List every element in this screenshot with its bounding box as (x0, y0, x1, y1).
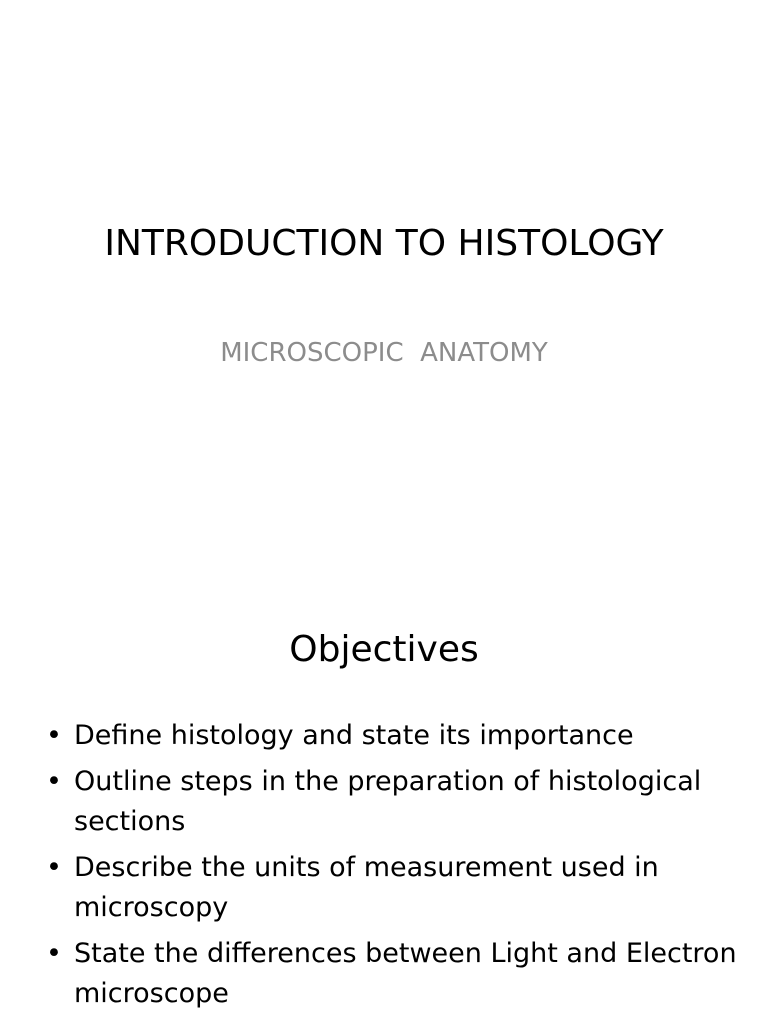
bullet-icon: • (46, 938, 62, 969)
slide-subtitle: MICROSCOPIC ANATOMY (220, 338, 548, 368)
bullet-text: Outline steps in the preparation of histological sections (74, 766, 702, 837)
slide-title: INTRODUCTION TO HISTOLOGY (104, 223, 664, 264)
bullet-icon: • (46, 720, 62, 751)
bullet-text: Describe the units of measurement used in microscopy (74, 852, 659, 923)
bullet-icon: • (46, 852, 62, 883)
bullet-text: State the differences between Light and Electron microscope (74, 938, 737, 1009)
bullet-icon: • (46, 766, 62, 797)
objectives-slide (0, 576, 768, 1024)
bullet-text: Define histology and state its importance (74, 720, 634, 751)
list-item (40, 762, 740, 842)
list-item (40, 716, 740, 756)
slide-title: Objectives (289, 629, 479, 670)
list-item (40, 848, 740, 928)
bullet-list (40, 716, 740, 1020)
list-item (40, 934, 740, 1014)
